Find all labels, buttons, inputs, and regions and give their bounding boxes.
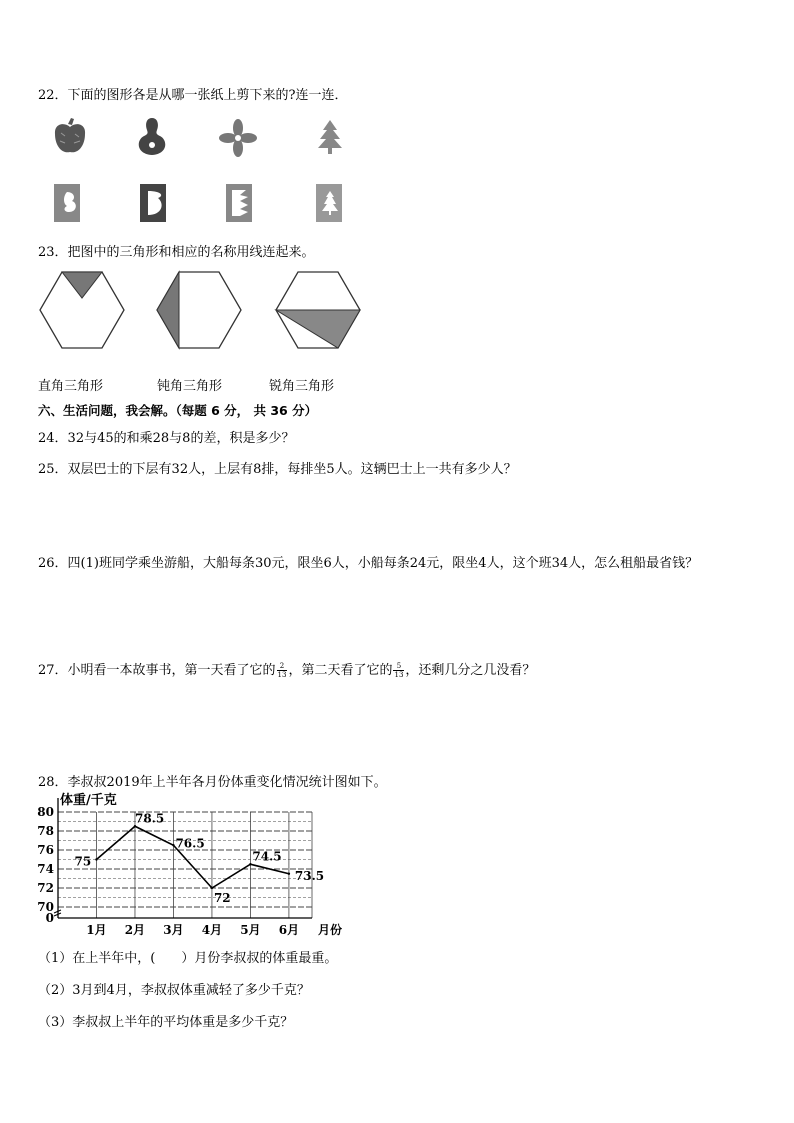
data-point [211,887,213,889]
paper-d [316,184,342,222]
hexagon-obtuse-triangle [157,272,241,348]
y-tick-label: 70 [37,900,54,914]
q28-sub2: （2）3月到4月，李叔叔体重减轻了多少千克？ [38,983,310,998]
data-label: 75 [74,854,92,869]
q28-text: 28．李叔叔2019年上半年各月份体重变化情况统计图如下。 [38,775,387,790]
x-tick-label: 5月 [240,923,261,937]
y-tick-label: 80 [37,805,54,819]
flower-icon [219,119,257,157]
q23-text: 23．把图中的三角形和相应的名称用线连起来。 [38,245,315,260]
label-acute-triangle: 锐角三角形 [269,379,335,394]
gourd-icon [139,118,166,155]
q25-text: 25．双层巴士的下层有32人，上层有8排，每排坐5人。这辆巴士上一共有多少人？ [38,462,517,477]
q22-text: 22．下面的图形各是从哪一张纸上剪下来的?连一连． [38,88,348,103]
weight-line-chart [30,790,350,940]
x-tick-label: 1月 [86,923,107,937]
q23-hexagons [38,270,368,352]
q27-part2: ，第二天看了它的 [288,663,393,678]
apple-icon [55,118,85,152]
q28-sub3: （3）李叔叔上半年的平均体重是多少千克？ [38,1015,294,1030]
data-label: 78.5 [134,811,165,826]
paper-b [140,184,166,222]
data-point [288,873,290,875]
label-obtuse-triangle: 钝角三角形 [157,379,223,394]
data-label: 74.5 [252,849,282,864]
q27-part1: 27．小明看一本故事书，第一天看了它的 [38,663,276,678]
x-tick-label: 2月 [124,923,146,937]
data-point [249,863,251,865]
y-tick-label: 78 [37,824,54,838]
x-tick-label: 4月 [201,923,223,937]
paper-a [54,184,80,222]
y-tick-label: 76 [37,843,54,857]
q27-text [38,659,535,679]
q24-text: 24．32与45的和乘28与8的差，积是多少？ [38,431,295,446]
paper-c [226,184,252,222]
data-label: 72 [213,891,231,905]
y-tick-label: 72 [37,881,54,895]
label-right-triangle: 直角三角形 [38,379,104,394]
data-point [95,858,97,860]
q28-sub1: （1）在上半年中，( ）月份李叔叔的体重最重。 [38,951,338,966]
q26-text: 26．四(1)班同学乘坐游船，大船每条30元，限坐6人，小船每条24元，限坐4人，这个班34人，怎么租船最省钱？ [38,556,699,571]
y-tick-label: 74 [37,862,54,876]
hexagon-acute-triangle [276,272,360,348]
fraction-2-13: $\frac{2}{13}$ [277,662,287,679]
data-point [172,844,174,846]
data-label: 73.5 [294,868,325,883]
x-tick-label: 6月 [278,923,300,937]
y-tick-label: 0 [45,911,54,925]
q22-figures [40,112,370,232]
y-axis-label: 体重/千克 [60,793,117,808]
q27-part3: ，还剩几分之几没看？ [405,663,536,678]
tree-icon [318,120,342,154]
fraction-5-13: $\frac{5}{13}$ [394,662,404,679]
x-axis-label: 月份 [318,923,343,937]
data-label: 76.5 [175,836,205,851]
data-point [134,825,136,827]
hexagon-right-triangle [40,272,124,348]
section-title: 六、生活问题，我会解。（每题 6 分， 共 36 分） [38,403,318,418]
x-tick-label: 3月 [163,923,184,937]
